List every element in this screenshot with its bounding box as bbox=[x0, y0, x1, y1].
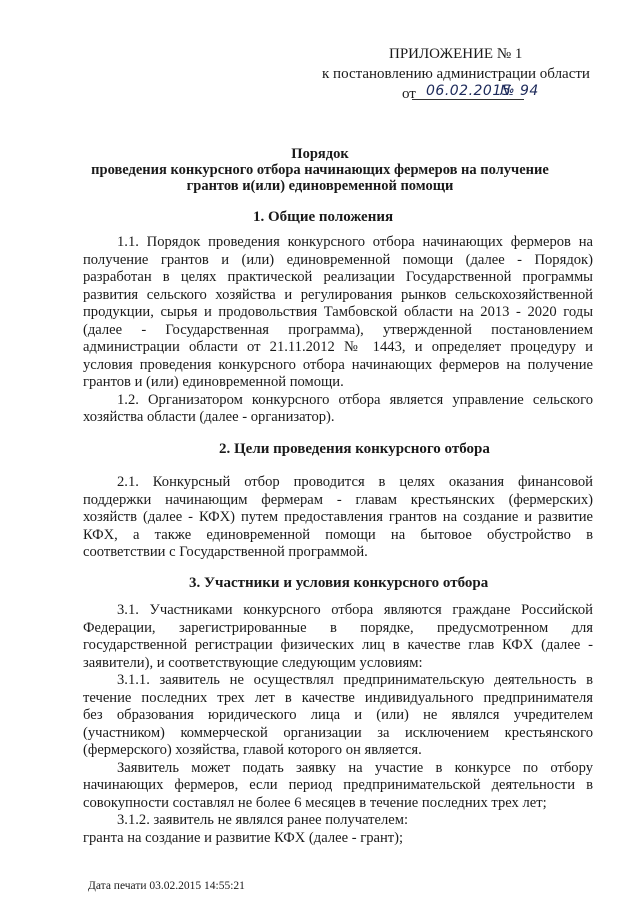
text-line: 3.1.2. заявитель не являлся ранее получателем: bbox=[117, 812, 409, 828]
text-line: без образования юридического лица и (или) не являлся учредителем bbox=[83, 707, 593, 723]
appendix-label: ПРИЛОЖЕНИЕ № 1 bbox=[389, 46, 523, 62]
text-line: 3.1. Участниками конкурсного отбора являются граждане Российской bbox=[117, 602, 593, 618]
text-line: 3.1.1. заявитель не осуществлял предпринимательскую деятельность в bbox=[117, 672, 593, 688]
doc-title-line-3: грантов и(или) единовременной помощи bbox=[186, 178, 454, 194]
text-line: 1.2. Организатором конкурсного отбора является управление сельского bbox=[117, 391, 593, 408]
handwritten-date: 06.02.2015 bbox=[426, 83, 512, 99]
section-2-body bbox=[83, 474, 593, 562]
text-line: Заявитель может подать заявку на участие в конкурсе по отбору bbox=[117, 759, 593, 776]
text-line: КФХ, а также единовременной помощи на бытовое обустройство в bbox=[83, 526, 593, 543]
section-1-body bbox=[83, 234, 593, 427]
text-line: продукции, сырья и продовольствия Тамбовской области на 2013 - 2020 годы bbox=[83, 304, 593, 320]
handwritten-number: № 94 bbox=[500, 83, 539, 99]
text-line: соответствии с Государственной программой. bbox=[83, 544, 368, 560]
doc-title: Порядок bbox=[291, 146, 349, 162]
text-line: гранта на создание и развитие КФХ (далее - грант); bbox=[83, 829, 404, 846]
text-line: условия проведения конкурсного отбора начинающих фермеров на получение bbox=[83, 356, 593, 373]
text-line: Федерации, зарегистрированные в порядке, предусмотренном для bbox=[83, 619, 593, 636]
text-line: 2.1. Конкурсный отбор проводится в целях оказания финансовой bbox=[117, 474, 593, 490]
text-line: начинающих фермеров, если период предпринимательской деятельности в bbox=[83, 777, 593, 793]
date-prefix: от bbox=[402, 86, 416, 102]
section-3-heading: 3. Участники и условия конкурсного отбора bbox=[189, 575, 489, 591]
section-2-heading: 2. Цели проведения конкурсного отбора bbox=[219, 441, 490, 457]
text-line: хозяйства области (далее - организатор). bbox=[83, 409, 335, 425]
text-line: (далее - Государственная программа), утвержденной постановлением bbox=[83, 321, 593, 338]
doc-title-line-2: проведения конкурсного отбора начинающих фермеров на получение bbox=[91, 162, 549, 178]
text-line: получение грантов и (или) единовременной помощи (далее - Порядок) bbox=[83, 251, 593, 268]
text-line: совокупности составлял не более 6 месяцев в течение последних трех лет; bbox=[83, 794, 547, 811]
text-line: (участником) коммерческой организации за исключением крестьянского bbox=[83, 724, 593, 741]
text-line: грантов и (или) единовременной помощи. bbox=[83, 374, 344, 390]
text-line: течение последних трех лет в качестве индивидуального предпринимателя bbox=[83, 689, 593, 706]
date-underline bbox=[412, 99, 524, 100]
text-line: разработан в целях практической реализации Государственной программы bbox=[83, 269, 593, 285]
text-line: администрации области от 21.11.2012 № 1443, и определяет процедуру и bbox=[83, 339, 593, 355]
section-3-body bbox=[83, 602, 593, 847]
text-line: (фермерского) хозяйства, главой которого он является. bbox=[83, 742, 422, 758]
text-line: поддержки начинающим фермерам - главам крестьянских (фермерских) bbox=[83, 491, 593, 508]
text-line: развития сельского хозяйства и регулирования рынков сельскохозяйственной bbox=[83, 286, 593, 303]
text-line: заявители), и соответствующие следующим условиям: bbox=[83, 654, 423, 671]
resolution-reference: к постановлению администрации области bbox=[322, 66, 590, 82]
text-line: государственной регистрации физических лиц в качестве глав КФХ (далее - bbox=[83, 637, 593, 653]
section-1-heading: 1. Общие положения bbox=[253, 209, 394, 225]
print-date-footer: Дата печати 03.02.2015 14:55:21 bbox=[88, 880, 245, 892]
text-line: 1.1. Порядок проведения конкурсного отбора начинающих фермеров на bbox=[117, 234, 593, 250]
text-line: хозяйств (далее - КФХ) путем предоставления грантов на создание и развитие bbox=[83, 509, 593, 525]
